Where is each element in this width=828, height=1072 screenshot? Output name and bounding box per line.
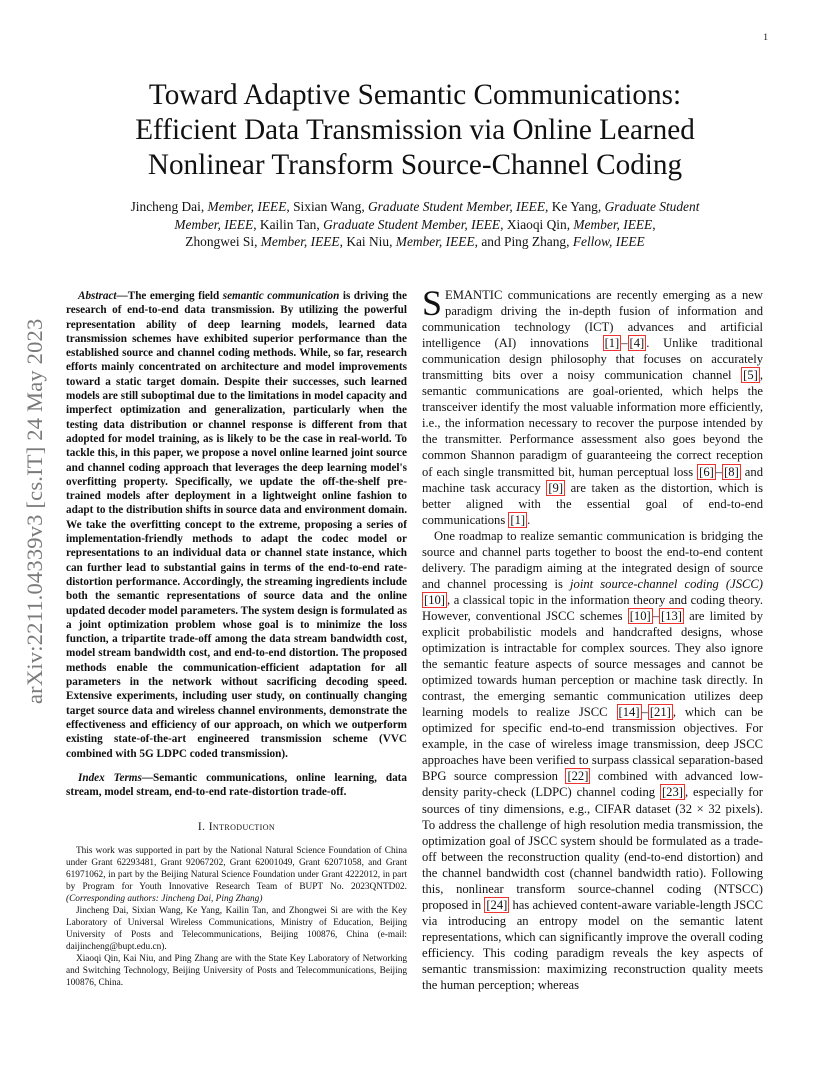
author-name: Kailin Tan [259, 216, 317, 232]
citation-link[interactable]: [23] [661, 785, 683, 800]
abstract-emphasis: semantic communication [222, 290, 340, 302]
footnote-funding [66, 845, 407, 905]
citation-link[interactable]: [13] [661, 608, 682, 623]
author-role: Graduate Student Member, IEEE [368, 199, 546, 214]
lead-word: EMANTIC [445, 288, 503, 302]
paper-title [70, 78, 760, 183]
citation-link[interactable]: [10] [424, 592, 445, 607]
citation-link[interactable]: [4] [629, 336, 645, 351]
author-name: Xiaoqi Qin [506, 216, 567, 232]
citation-link[interactable]: [5] [743, 368, 758, 383]
author-role: Graduate Student Member, IEEE [174, 199, 700, 232]
corresponding-authors: (Corresponding authors: Jincheng Dai, Ping Zhang) [66, 894, 263, 905]
abstract [66, 289, 407, 761]
citation-link[interactable]: [1] [510, 512, 526, 527]
title-line-1: Toward Adaptive Semantic Communications: [148, 79, 682, 111]
author-name: Ke Yang [551, 199, 598, 214]
jscc-emphasis: joint source-channel coding (JSCC) [570, 576, 763, 591]
author-role: Fellow, IEEE [572, 234, 645, 249]
title-line-2: Efficient Data Transmission via Online Learned [135, 114, 695, 146]
author-role: Member, IEEE [207, 199, 287, 214]
citation-link[interactable]: [24] [486, 897, 508, 912]
author-name: Kai Niu [346, 234, 390, 249]
index-terms-label: Index Terms [78, 771, 142, 784]
section-title: Introduction [208, 821, 276, 834]
index-terms [66, 771, 407, 800]
section-heading [66, 821, 407, 833]
citation-link[interactable]: [9] [548, 480, 564, 495]
abstract-label: Abstract [78, 290, 117, 302]
intro-paragraph-2: One roadmap to realize semantic communication is bridging the source and channel parts together to boost the end-to-end content delivery. The paradigm aiming at the integrated design of source and channel processing is joint source-channel coding (JSCC) [10] , a classical topic in the information theory and coding theory. However, conventional JSCC schemes [10] – [13] are limited by explicit probabilistic models and handcrafted designs, whose optimization is intractable for complex sources. They also ignore the semantic feature aspects of source messages and cannot be optimized towards human perception or machine task directly. In contrast, the emerging semantic communication utilizes deep learning models to realize JSCC [14] – [21] , which can be optimized for specific end-to-end transmission objectives. For example, in the case of wireless image transmission, deep JSCC approaches have been verified to surpass classical separation-based BPG source compression [22] combined with advanced low-density parity-check (LDPC) channel coding [23] , especially for sources of tiny dimensions, e.g., CIFAR dataset (32 × 32 pixels). To address the challenge of high resolution media transmission, the optimization goal of JSCC system should be formulated as a trade-off between the reconstruction quality (end-to-end distortion) and the channel bandwidth cost (channel bandwidth ratio). Following this, nonlinear transform source-channel coding (NTSCC) proposed in [24] has achieved content-aware variable-length JSCC via introducing an entropy model on the semantic latent representations, which can significantly improve the overall coding efficiency. This coding paradigm reveals the key aspects of semantic transmission: maximizing reconstruction quality meets the human perception; whereas [422, 528, 764, 993]
citation-link[interactable]: [14] [618, 705, 640, 720]
left-column [66, 289, 407, 989]
author-name: Sixian Wang [293, 199, 362, 214]
abstract-text: is driving the research of end-to-end data transmission. By utilizing the powerful representation ability of deep learning models, learned data transmission schemes have exhibited superior performance than the established source and channel coding methods. While, so far, research efforts mainly concentrated on architecture and model improvements toward a static target domain. Despite their successes, such learned models are still suboptimal due to the limitations in model capacity and imperfect optimization and generalization, particularly when the testing data distribution or channel response is different from that adopted for model training, as is likely to be the case in real-world. To tackle this, in this paper, we propose a novel online learned joint source and channel coding approach that leverages the deep learning model's overfitting property. Specifically, we update the off-the-shelf pre-trained models after deployment in a lightweight online fashion to adapt to the distribution shifts in source data and environment domain. We take the overfitting concept to the extreme, proposing a series of implementation-friendly methods to adapt the codec model or representations to an individual data or channel state instance, which can further lead to substantial gains in terms of the end-to-end rate-distortion performance. Accordingly, the streaming ingredients include both the semantic representations of source data and the online updated decoder model parameters. The system design is formulated as a joint optimization problem whose goal is to minimize the loss function, a tripartite trade-off among the data stream bandwidth cost, model stream bandwidth cost, and end-to-end distortion. The proposed methods enable the communication-efficient adaptation for all parameters in the network without sacrificing decoding speed. Extensive experiments, including user study, on continually changing target source data and wireless channel environments, demonstrate the effectiveness and efficiency of our approach, on which we outperform existing state-of-the-art engineered transmission scheme (VVC combined with 5G LDPC coded transmission). [66, 290, 407, 760]
arxiv-stamp-text: arXiv:2211.04339v3 [cs.IT] 24 May 2023 [22, 318, 47, 704]
citation-link[interactable]: [1] [604, 336, 620, 351]
drop-cap: S [422, 283, 443, 323]
author-name: Zhongwei Si [185, 234, 255, 249]
page-number: 1 [763, 33, 768, 43]
citation-link[interactable]: [21] [649, 705, 671, 720]
author-name: Ping Zhang [504, 234, 567, 249]
section-number: I. [197, 821, 206, 834]
author-role: Member, IEEE [260, 234, 340, 249]
citation-link[interactable]: [10] [629, 608, 651, 623]
footnote-affiliation-1: Jincheng Dai, Sixian Wang, Ke Yang, Kailin Tan, and Zhongwei Si are with the Key Laboratory of Universal Wireless Communications, Ministry of Education, Beijing University of Posts and Telecommunications, Beijing 100876, China (e-mail: daijincheng@bupt.edu.cn). [66, 906, 407, 953]
index-terms-text: —Semantic communications, online learning, data stream, model stream, end-to-end rate-distortion trade-off. [66, 771, 407, 799]
author-role: Member, IEEE [573, 216, 653, 232]
citation-link[interactable]: [6] [699, 464, 714, 479]
abstract-text: —The emerging field [116, 290, 223, 302]
footnote-affiliation-2: Xiaoqi Qin, Kai Niu, and Ping Zhang are with the State Key Laboratory of Networking and Switching Technology, Beijing University of Posts and Telecommunications, Beijing 100876, China. [66, 954, 407, 989]
title-line-3: Nonlinear Transform Source-Channel Coding [147, 149, 683, 181]
citation-link[interactable]: [8] [724, 464, 739, 479]
author-list: Jincheng Dai, Member, IEEE, Sixian Wang, Graduate Student Member, IEEE, Ke Yang, Graduate Student Member, IEEE, Kailin Tan, Graduate Student Member, IEEE, Xiaoqi Qin, Member, IEEE, Zhongwei Si, Member, IEEE, Kai Niu, Member, IEEE, and Ping Zhang, Fellow, IEEE [130, 199, 700, 249]
intro-paragraph-1: SEMANTIC communications are recently emerging as a new paradigm driving the in-depth fusion of information and communication technology (ICT) advances and artificial intelligence (AI) innovations [1] – [4] . Unlike traditional communication design philosophy that focuses on accurately transmitting bits over a noisy communication channel [5] , semantic communications are goal-oriented, which helps the transceiver identify the most valuable information more efficiently, i.e., the information necessary to recover the purpose intended by the transmitter. Performance assessment also goes beyond the common Shannon paradigm of guaranteeing the correct reception of each single transmitted bit, human perceptual loss [6] – [8] and machine task accuracy [9] are taken as the distortion, which is better aligned with the essential goal of end-to-end communications [1] . [422, 283, 763, 527]
citation-link[interactable]: [22] [567, 769, 589, 784]
author-role: Graduate Student Member, IEEE [323, 216, 501, 232]
author-role: Member, IEEE [395, 234, 475, 249]
author-name: Jincheng Dai [130, 199, 201, 214]
arxiv-stamp[interactable] [22, 290, 50, 704]
footnote-text: This work was supported in part by the National Natural Science Foundation of China under Grant 62293481, Grant 92067202, Grant 62001049, Grant 62071058, and Grant 61971062, in part by the Beijing Natural Science Foundation under Grant 4222012, in part by Program for Youth Innovative Research Team of BUPT No. 2023QNTD02. [66, 846, 407, 893]
right-column [422, 283, 764, 993]
